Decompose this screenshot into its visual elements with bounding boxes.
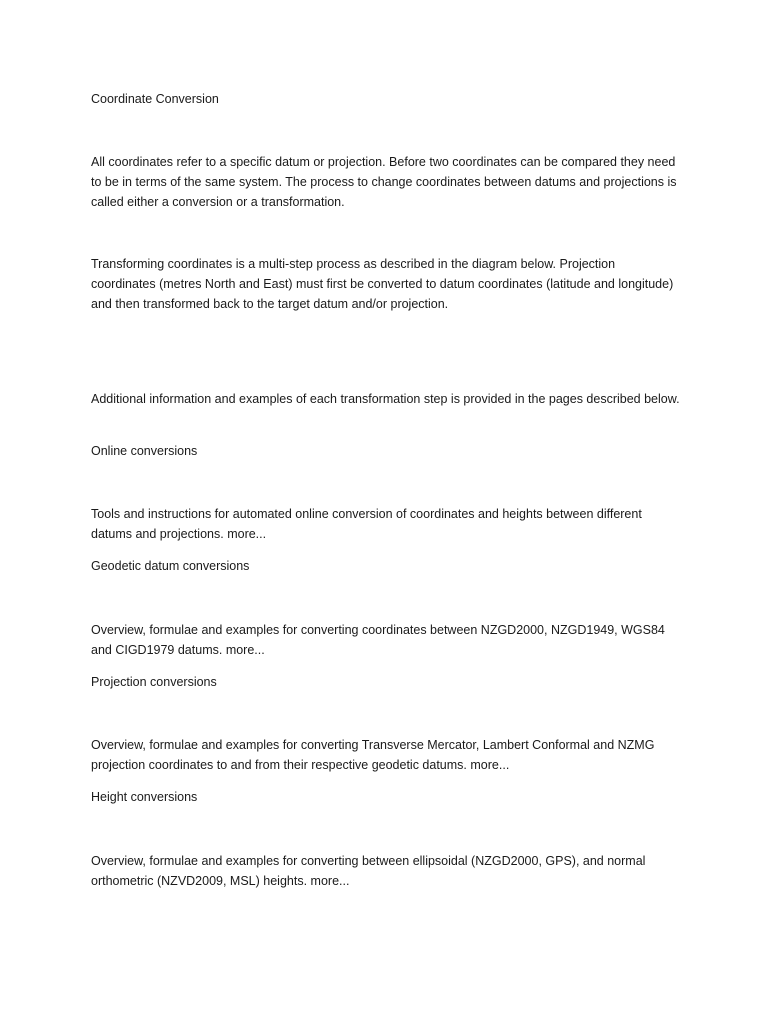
section-text-height-conversions: Overview, formulae and examples for converting between ellipsoidal (NZGD2000, GPS), and normal orthometric (NZVD2009, MSL) heights. (91, 854, 646, 888)
section-heading-geodetic-datum-conversions: Geodetic datum conversions (91, 559, 250, 573)
intro-paragraph-datum: All coordinates refer to a specific datum or projection. Before two coordinates can be compared they need to be in terms of the same system. The process to change coordinates between datums and projections is called either a conversion or a transformation. (91, 155, 677, 209)
intro-paragraph-transforming: Transforming coordinates is a multi-step process as described in the diagram below. Projection coordinates (metres North and East) must first be converted to datum coordinates (latitude and longitude) and then transformed back to the target datum and/or projection. (91, 257, 674, 311)
section-heading-height-conversions: Height conversions (91, 790, 198, 804)
section-body-online-conversions (91, 504, 681, 544)
more-link-height-conversions[interactable]: more... (310, 874, 350, 888)
section-text-online-conversions: Tools and instructions for automated online conversion of coordinates and heights between different datums and projections. (91, 507, 642, 541)
section-heading-online-conversions: Online conversions (91, 444, 198, 458)
section-body-projection-conversions (91, 735, 681, 775)
intro-paragraph-additional-info: Additional information and examples of each transformation step is provided in the pages described below. (91, 392, 680, 406)
section-body-height-conversions (91, 851, 681, 891)
more-link-geodetic-datum-conversions[interactable]: more... (225, 643, 265, 657)
more-link-online-conversions[interactable]: more... (227, 527, 267, 541)
section-text-projection-conversions: Overview, formulae and examples for converting Transverse Mercator, Lambert Conformal and NZMG projection coordinates to and from their respective geodetic datums. (91, 738, 655, 772)
more-link-projection-conversions[interactable]: more... (470, 758, 510, 772)
section-heading-projection-conversions: Projection conversions (91, 675, 217, 689)
section-text-geodetic-datum-conversions: Overview, formulae and examples for converting coordinates between NZGD2000, NZGD1949, WGS84 and CIGD1979 datums. (91, 623, 665, 657)
page-title: Coordinate Conversion (91, 92, 219, 106)
section-body-geodetic-datum-conversions (91, 620, 681, 660)
